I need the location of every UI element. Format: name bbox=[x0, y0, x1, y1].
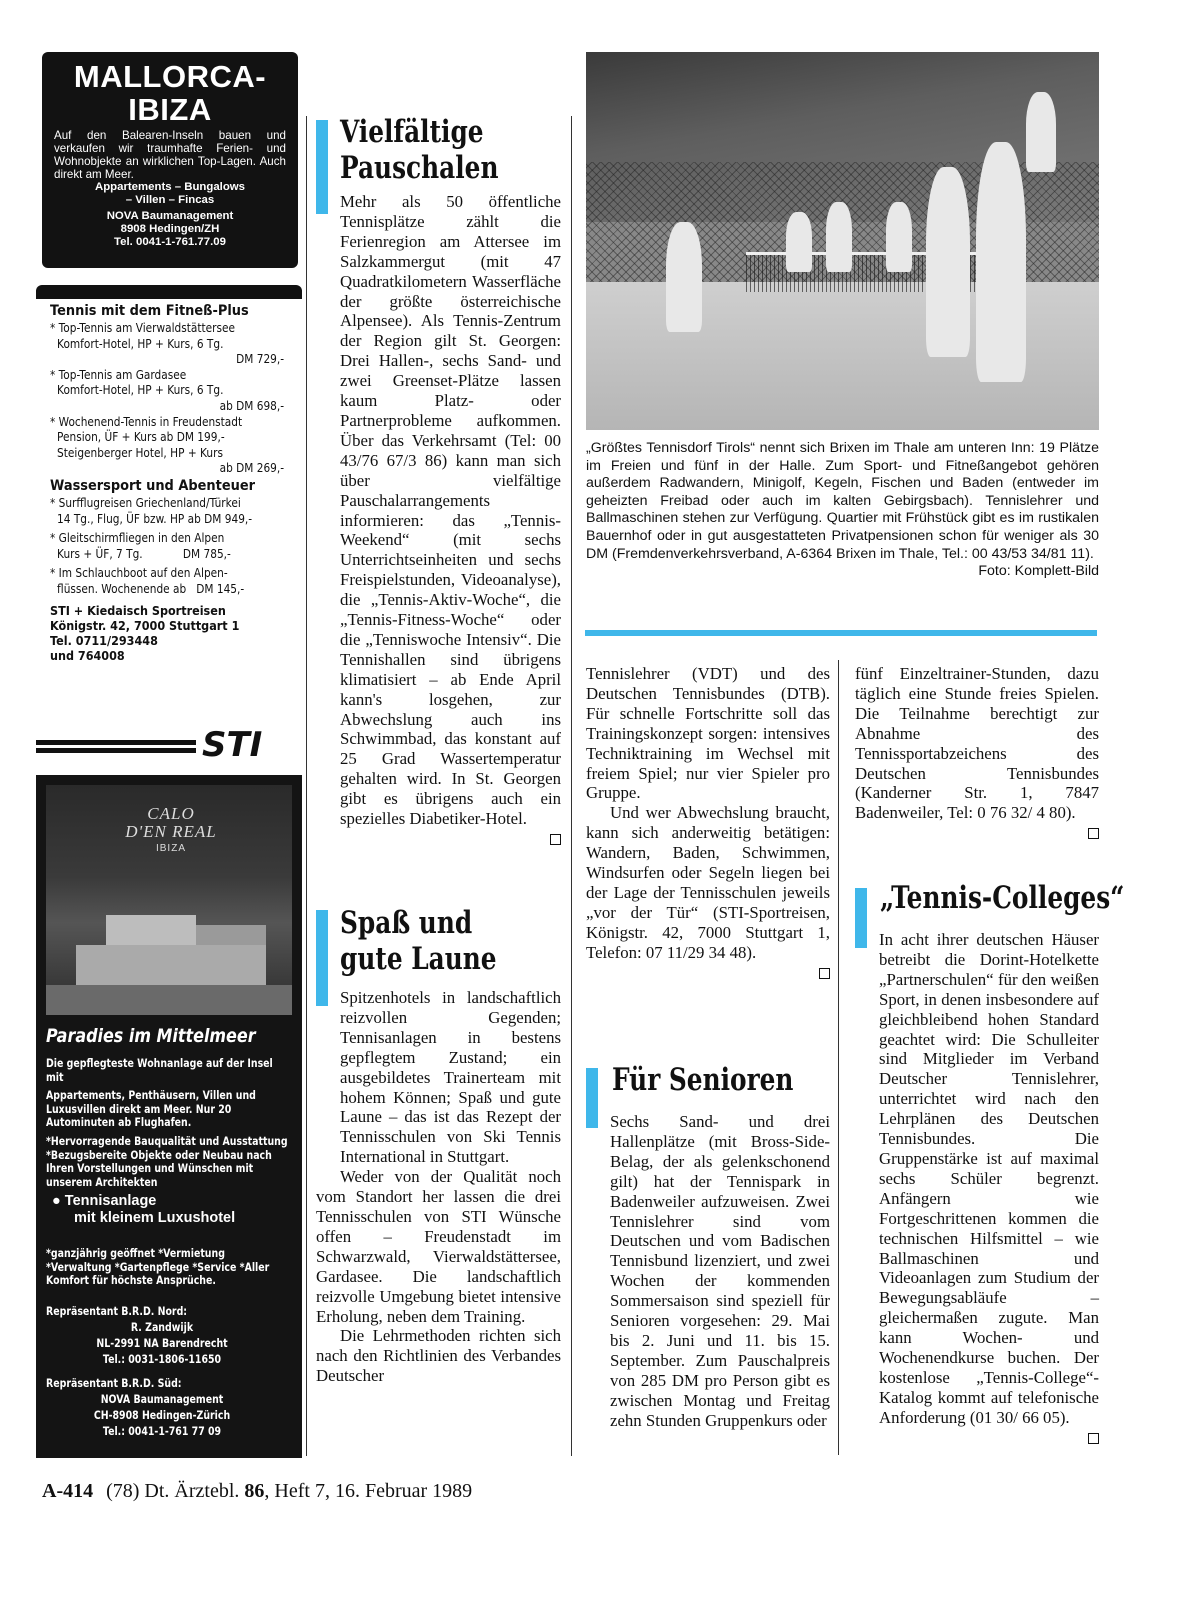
ad-mallorca-types: Appartements – Bungalows bbox=[94, 181, 245, 193]
column-rule bbox=[306, 116, 307, 1456]
page-footer bbox=[42, 1480, 472, 1503]
svg-text:STI: STI bbox=[202, 726, 263, 760]
ad-sti-heading-water: Wassersport und Abenteuer bbox=[50, 477, 256, 494]
ad-mallorca-phone: Tel. 0041-1-761.77.09 bbox=[114, 236, 226, 248]
ad-mallorca-address: 8908 Hedingen/ZH bbox=[120, 223, 220, 235]
article-spass-body-cont: Tennislehrer (VDT) und des Deutschen Tennisbundes (DTB). Für schnelle Fortschritte soll das Trainingskonzept sorgen: intensives Techniktraining im Wechsel mit freiem Spiel; nur vier Spieler pro Gruppe. Und wer Abwechslung braucht, kann sich anderweitig betätigen: Wandern, Baden, Schwimmen, Windsurfen oder Segeln liegen bei der Lage der Tennisschulen jeweils „vor der Tür“ (STI-Sportreisen, Königstr. 42, 7000 Stuttgart 1, Telefon: 07 11/29 34 48). bbox=[586, 664, 830, 979]
resort-photo bbox=[46, 785, 292, 1015]
end-mark bbox=[1088, 828, 1099, 839]
volume-number: 86 bbox=[244, 1480, 265, 1502]
ad-calo-text-3: *Hervorragende Bauqualität und Ausstattung *Bezugsbereite Objekte oder Neubau nach Ihren Vorstellungen und Wünschen mit unserem Architekten bbox=[46, 1135, 288, 1189]
article-vielfaeltige-title: Vielfältige Pauschalen bbox=[340, 114, 499, 186]
photo-caption: „Größtes Tennisdorf Tirols“ nennt sich Brixen im Thale am unteren Inn: 19 Plätze im Freien und fünf in der Halle. Zum Sport- und Fitneßangebot gehören außerdem Radwandern, Minigolf, Kegeln, Fischen und Baden (entweder im geheizten Freibad oder auch im kalten Gebirgsbach). Tennislehrer und Ballmaschinen stehen zur Verfügung. Quartier mit Frühstück gibt es im rustikalen Bauernhof oder in gut ausgestatteten Privatpensionen schon für weniger als 30 DM (Fremdenverkehrsverband, A-6364 Brixen im Thale, Tel.: 00 43/53 34/81 11). Foto: Komplett-Bild bbox=[586, 440, 1099, 580]
ad-sti-sportreisen bbox=[36, 285, 302, 785]
article-spass-body: Spitzenhotels in landschaftlich reizvollen Gegenden; Tennisanlagen in bestens gepflegtem Zustand; ein ausgebildetes Trainerteam mit hohem Können; Spaß und gute Laune – das ist das Rezept der Tennisschulen von Ski Tennis International in Stuttgart. Weder von der Qualität noch vom Standort her lassen die drei Tennisschulen von STI Wünsche offen – Freudenstadt im Schwarzwald, Vierwaldstättersee, Gardasee. Die landschaftlich reizvolle Umgebung bietet intensive Erholung, neben dem Training. Die Lehrmethoden richten sich nach den Richtlinien des Verbandes Deutscher bbox=[316, 988, 561, 1386]
end-mark bbox=[550, 834, 561, 845]
article-senioren-body: Sechs Sand- und drei Hallenplätze (mit Bross-Side-Belag, der als gelenkschonend gilt) hat der Tennispark in Badenweiler aufzuweisen. Zwei Tennislehrer sind vom Deutschen und vom Badischen Tennisbund lizenziert, und zwei Wochen der kommenden Sommersaison sind speziell für Senioren vorgesehen: 29. Mai bis 2. Juni und 11. bis 15. September. Zum Pauschalpreis von 285 DM pro Person gibt es zwischen Montag und Freitag zehn Stunden Gruppenkurs oder bbox=[610, 1112, 830, 1430]
journal-name: (78) Dt. Ärztebl. bbox=[106, 1480, 240, 1502]
end-mark bbox=[1088, 1433, 1099, 1444]
ad-sti-heading-tennis: Tennis mit dem Fitneß-Plus bbox=[50, 303, 249, 319]
ad-mallorca-types-2: – Villen – Fincas bbox=[125, 194, 215, 206]
article-senioren-title: Für Senioren bbox=[612, 1062, 794, 1098]
ad-sti-item: * Top-Tennis am Vierwaldstättersee Komfort-Hotel, HP + Kurs, 6 Tg. DM 729,- bbox=[50, 321, 285, 367]
blue-divider bbox=[585, 630, 1097, 636]
article-colleges-body: In acht ihrer deutschen Häuser betreibt die Dorint-Hotelkette „Partnerschulen“ für den weißen Sport, in denen insbesondere auf gleichbleibend hohen Standard geachtet wird: Die Schulleiter sind Mitglieder im Verband Deutscher Tennislehrer, unterrichtet wird nach den Lehrplänen des Deutschen Tennisbundes. Die Gruppenstärke ist auf maximal sechs Schüler begrenzt. Anfängern wie Fortgeschrittenen kommen die technischen Hilfsmittel – wie Ballmaschinen und Videoanlagen zum Studium der Bewegungsabläufe – gleichermaßen zugute. Man kann Wochen- und Wochenendkurse buchen. Der kostenlose „Tennis-College“-Katalog kommt auf telefonische Anforderung (01 30/ 66 05). bbox=[855, 930, 1099, 1444]
ad-sti-item: * Top-Tennis am Gardasee Komfort-Hotel, HP + Kurs, 6 Tg. ab DM 698,- bbox=[50, 367, 285, 413]
ad-calo-text-2: Appartements, Penthäusern, Villen und Luxusvillen direkt am Meer. Nur 20 Autominuten ab Flughafen. bbox=[46, 1089, 256, 1130]
ad-ibiza-title: IBIZA bbox=[128, 92, 212, 127]
ad-calo-text-4: *ganzjährig geöffnet *Vermietung *Verwaltung *Gartenpflege *Service *Aller Komfort für höchste Ansprüche. bbox=[46, 1247, 270, 1288]
ad-calo-rep-south-3: Tel.: 0041-1-761 77 09 bbox=[102, 1425, 222, 1438]
photo-credit: Foto: Komplett-Bild bbox=[978, 563, 1099, 580]
article-spass-title: Spaß und gute Laune bbox=[340, 905, 497, 977]
page-number: A-414 bbox=[42, 1480, 94, 1502]
ad-calo-title: Paradies im Mittelmeer bbox=[46, 1025, 256, 1047]
ad-mallorca-title: MALLORCA- bbox=[73, 59, 267, 94]
ad-calo-rep-north: Repräsentant B.R.D. Nord: bbox=[46, 1305, 188, 1318]
article-colleges-title: „Tennis-Colleges“ bbox=[880, 880, 1125, 916]
ad-sti-item: * Im Schlauchboot auf den Alpen- flüssen. Wochenende ab DM 145,- bbox=[50, 566, 245, 596]
issue-date: , Heft 7, 16. Februar 1989 bbox=[264, 1480, 473, 1502]
ad-calo-rep-south-2: CH-8908 Hedingen-Zürich bbox=[93, 1409, 231, 1422]
ad-calo-bullet: ● Tennisanlage mit kleinem Luxushotel bbox=[52, 1193, 236, 1226]
ad-calo-rep-north-2: NL-2991 NA Barendrecht bbox=[96, 1337, 228, 1350]
column-rule bbox=[838, 660, 839, 1455]
calo-logo: CALO D'EN REAL IBIZA bbox=[125, 804, 217, 854]
article-senioren-body-cont: fünf Einzeltrainer-Stunden, dazu täglich eine Stunde freies Spielen. Die Teilnahme berechtigt zur Abnahme des Tennissportabzeichens des Deutschen Tennisbundes (Kanderner Str. 1, 7847 Badenweiler, Tel: 0 76 32/ 4 80). bbox=[855, 664, 1099, 839]
ad-sti-address: STI + Kiedaisch Sportreisen Königstr. 42, 7000 Stuttgart 1 Tel. 0711/293448 und 764008 bbox=[50, 603, 240, 663]
article-vielfaeltige-body: Mehr als 50 öffentliche Tennisplätze zählt die Ferienregion am Attersee im Salzkammergut (mit 47 Quadratkilometern Wasserfläche der größte österreichische Alpensee). Als Tennis-Zentrum der Region gilt St. Georgen: Drei Hallen-, sechs Sand- und zwei Greenset-Plätze lassen kaum Platz- oder Partnerprobleme aufkommen. Über das Verkehrsamt (Tel: 00 43/76 67/3 86) kann man sich über vielfältige Pauschalarrangements informieren: das „Tennis-Weekend“ (mit sechs Unterrichtseinheiten und sechs Freispielstunden, Videoanalyse), die „Tennis-Aktiv-Woche“, die „Tennis-Fitness-Woche“ oder die „Tenniswoche Intensiv“. Die Tennishallen sind übrigens klimatisiert – ab Ende April kann's losgehen, zur Abwechslung auch ins Schwimmbad, das konstant auf 25 Grad Wassertemperatur gehalten wird. In St. Georgen gibt es übrigens auch ein spezielles Diabetiker-Hotel. bbox=[316, 192, 561, 845]
tennis-court-photo bbox=[586, 52, 1099, 430]
ad-calo-rep-south-1: NOVA Baumanagement bbox=[100, 1393, 224, 1406]
sti-logo bbox=[36, 726, 302, 760]
ad-mallorca-company: NOVA Baumanagement bbox=[106, 210, 234, 222]
column-rule bbox=[571, 116, 572, 1456]
ad-mallorca-body: Auf den Balearen-Inseln bauen und verkaufen wir traumhafte Ferien- und Wohnobjekte an wirklichen Top-Lagen. Auch direkt am Meer. bbox=[54, 129, 286, 181]
ad-calo-text-1: Die gepflegteste Wohnanlage auf der Insel mit bbox=[46, 1057, 273, 1084]
ad-sti-item: * Wochenend-Tennis in Freudenstadt Pension, ÜF + Kurs ab DM 199,- Steigenberger Hotel, HP + Kurs ab DM 269,- bbox=[50, 414, 285, 476]
ad-calo-rep-north-1: R. Zandwijk bbox=[130, 1321, 194, 1334]
ad-calo-rep-south: Repräsentant B.R.D. Süd: bbox=[46, 1377, 182, 1390]
ad-sti-item: * Surfflugreisen Griechenland/Türkei 14 Tg., Flug, ÜF bzw. HP ab DM 949,- bbox=[50, 495, 253, 526]
ad-calo-rep-north-3: Tel.: 0031-1806-11650 bbox=[102, 1353, 222, 1366]
ad-sti-item: * Gleitschirmfliegen in den Alpen Kurs + ÜF, 7 Tg. DM 785,- bbox=[50, 531, 231, 561]
end-mark bbox=[819, 968, 830, 979]
ad-mallorca-ibiza bbox=[42, 52, 298, 268]
ad-calo-den-real bbox=[36, 775, 302, 1458]
